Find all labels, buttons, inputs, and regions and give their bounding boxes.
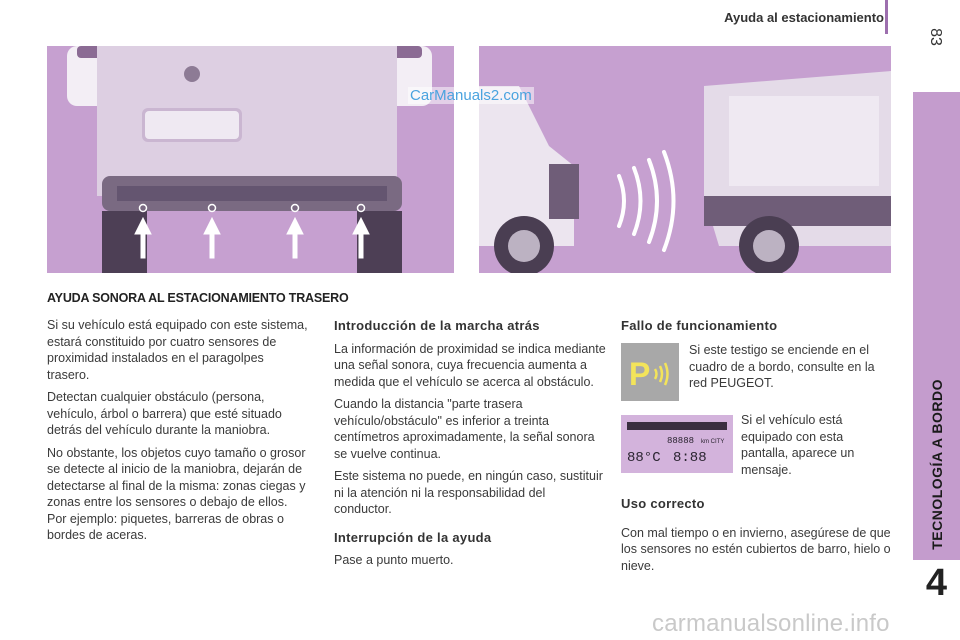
rear-bumper-sensors-drawing	[47, 46, 454, 273]
chapter-side-tab-label: TECNOLOGÍA A BORDO	[928, 379, 945, 550]
section-title: AYUDA SONORA AL ESTACIONAMIENTO TRASERO	[47, 291, 349, 305]
footer-watermark: carmanualsonline.info	[652, 610, 890, 637]
intro-paragraph-1: Si su vehículo está equipado con este sistema, estará constituido por cuatro sensores de proximidad instalados en el paragolpes trasero.	[47, 318, 308, 382]
display-message-note: Si el vehículo está equipado con esta pantalla, aparece un mensaje.	[741, 413, 855, 477]
intro-paragraph-3: No obstante, los objetos cuyo tamaño o grosor se detecte al inicio de la maniobra, dejarán de detectarse al final de la misma: zonas ciegas y zonas entre los sensores o debajo de ellos. Por ejemplo: piquetes, barreras de obras o bordes de aceras.	[47, 445, 306, 542]
parking-warning-glyph	[621, 343, 679, 401]
svg-text:P: P	[629, 356, 651, 392]
van-obstacle-illustration	[479, 46, 891, 273]
chapter-side-tab-label-wrap	[913, 92, 960, 560]
interruption-heading: Interrupción de la ayuda	[334, 529, 492, 545]
reverse-paragraph-1: La información de proximidad se indica mediante una señal sonora, cuya frecuencia aumenta a medida que el vehículo se acerca al obstáculo.	[334, 341, 606, 389]
display-readout-time: 8:88	[673, 450, 707, 466]
reverse-gear-column	[334, 318, 606, 575]
reverse-paragraph-3: Este sistema no puede, en ningún caso, sustituir ni la atención ni la responsabilidad del conductor.	[334, 469, 603, 516]
display-readout-line1-tag: km CITY	[701, 439, 725, 445]
page-number: 83	[927, 28, 944, 46]
malfunction-heading: Fallo de funcionamiento	[621, 318, 778, 333]
correct-use-paragraph: Con mal tiempo o en invierno, asegúrese de que los sensores no estén cubiertos de barro, hielo o nieve.	[621, 525, 891, 573]
correct-use-heading: Uso correcto	[621, 496, 705, 511]
intro-paragraph-2: Detectan cualquier obstáculo (persona, vehículo, árbol o barrera) que esté situado detrás del vehículo durante la maniobra.	[47, 390, 282, 437]
malfunction-heading-wrap	[621, 318, 893, 341]
page-header-title: Ayuda al estacionamiento	[724, 10, 884, 25]
dashboard-display-icon	[621, 415, 733, 473]
dashboard-display-glyph	[621, 415, 733, 473]
header-rule	[885, 0, 888, 34]
intro-column	[47, 317, 309, 550]
display-readout-temp: 88°C	[627, 450, 661, 466]
warning-light-note: Si este testigo se enciende en el cuadro de a bordo, consulte en la red PEUGEOT.	[689, 343, 875, 390]
display-readout-line1: 88888	[667, 436, 695, 446]
top-watermark: CarManuals2.com	[410, 87, 532, 104]
reverse-paragraph-2: Cuando la distancia "parte trasera vehículo/obstáculo" es inferior a treinta centímetros aproximadamente, la señal sonora se vuelve continua.	[334, 397, 595, 461]
interruption-paragraph: Pase a punto muerto.	[334, 553, 454, 567]
van-obstacle-drawing	[479, 46, 891, 273]
chapter-number: 4	[925, 562, 948, 604]
reverse-gear-heading: Introducción de la marcha atrás	[334, 318, 540, 333]
rear-bumper-sensors-illustration	[47, 46, 454, 273]
correct-use-section	[621, 496, 893, 574]
parking-warning-light-icon	[621, 343, 679, 401]
